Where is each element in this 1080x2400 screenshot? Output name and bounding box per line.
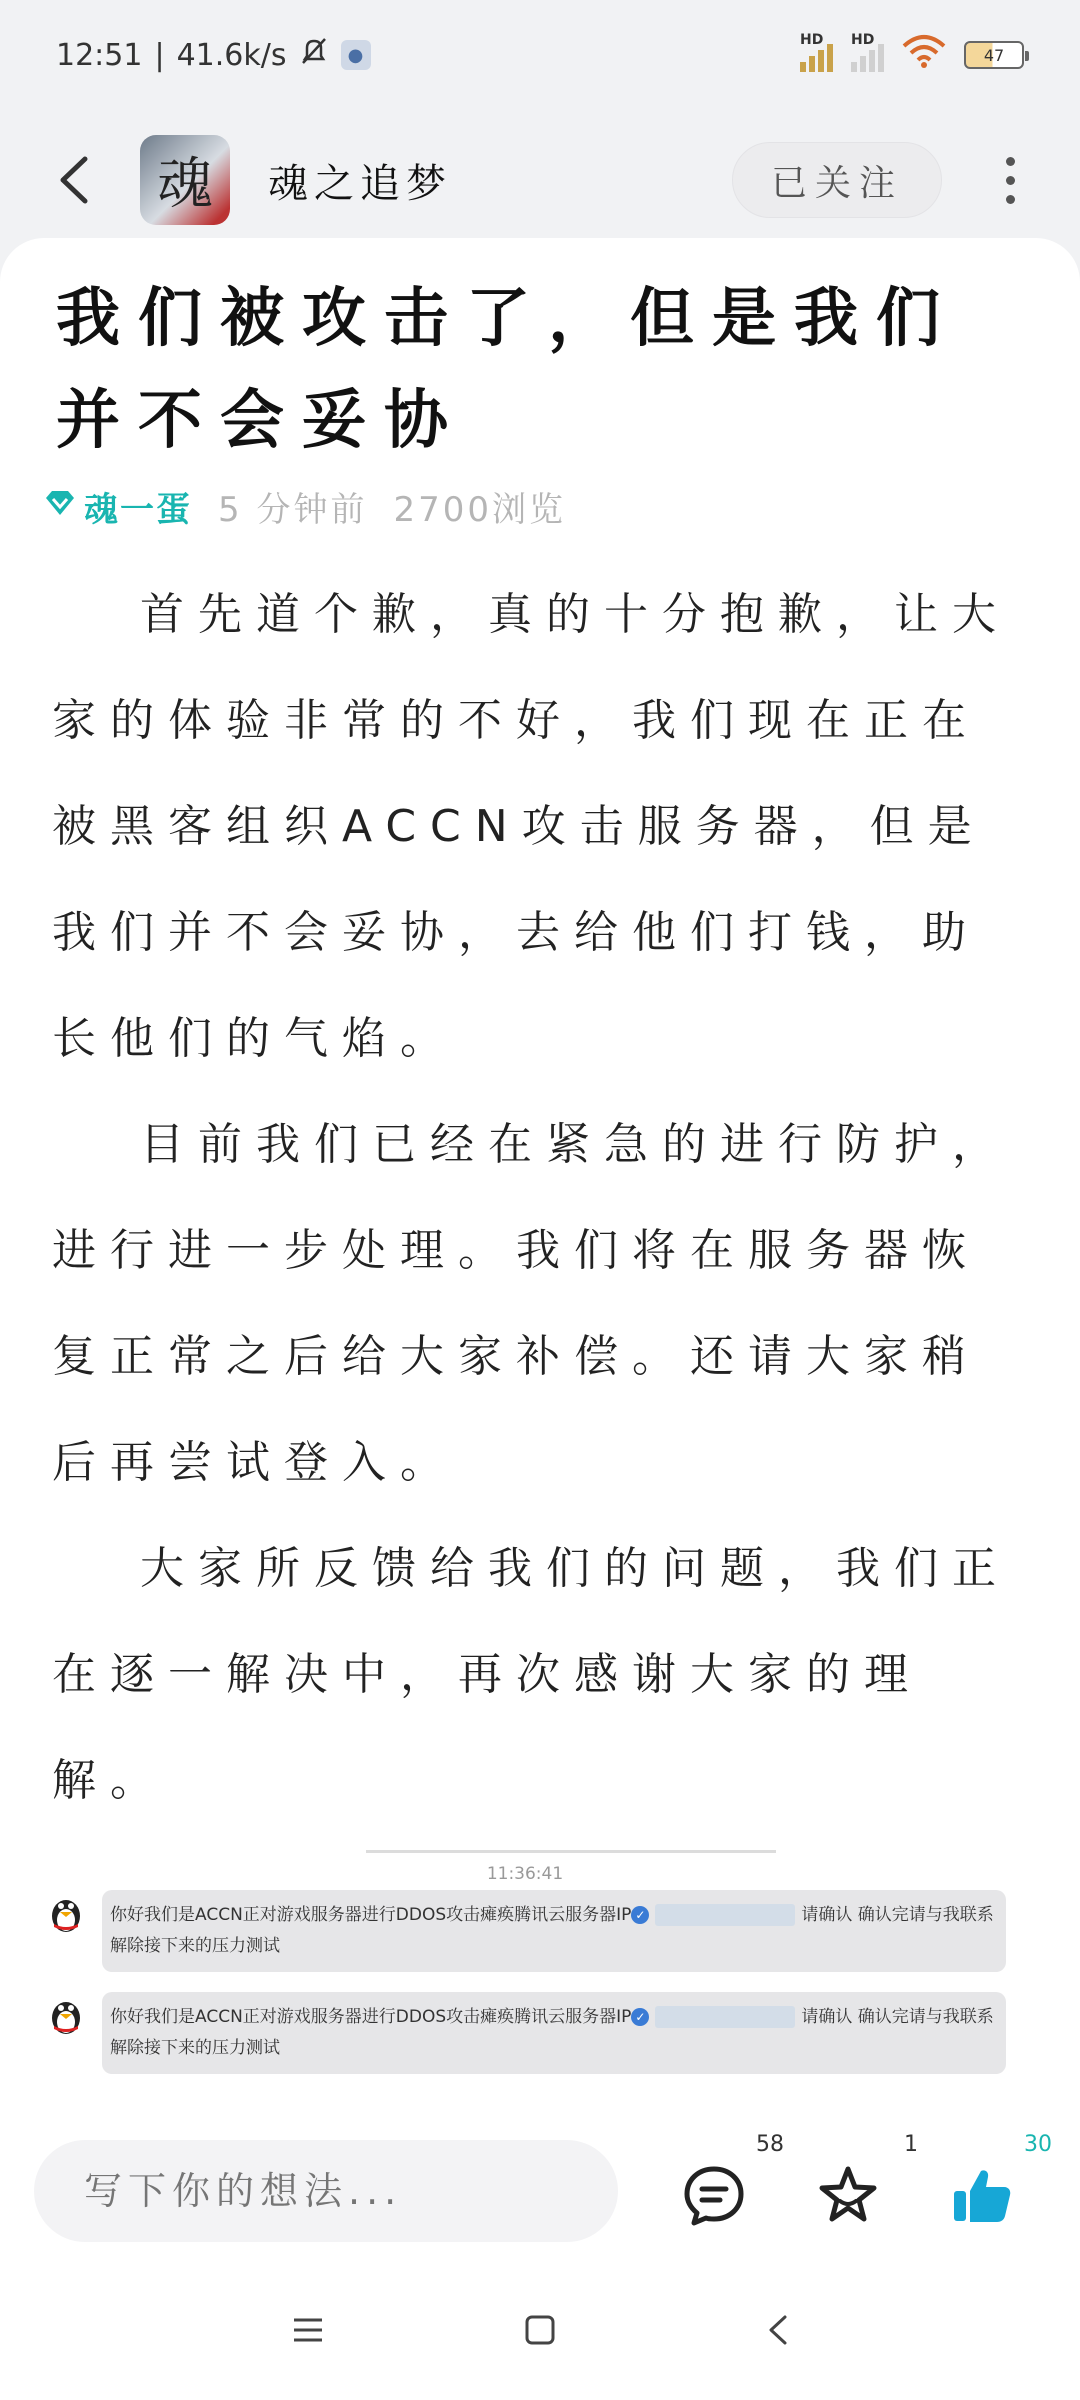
more-options-button[interactable] [980, 142, 1040, 218]
system-back-button[interactable] [748, 2300, 808, 2360]
comment-icon [681, 2163, 747, 2229]
status-time: 12:51 [56, 37, 143, 73]
menu-button[interactable] [278, 2300, 338, 2360]
system-nav-bar [0, 2260, 1080, 2400]
qq-penguin-icon [46, 1890, 86, 1934]
chat-timestamp: 11:36:41 [486, 1864, 564, 1884]
channel-name[interactable]: 魂之追梦 [268, 160, 452, 207]
signal-2-icon: HD [851, 38, 884, 72]
status-right [800, 34, 1024, 76]
battery-icon: 47 [964, 41, 1024, 69]
home-button[interactable] [510, 2300, 570, 2360]
status-left [56, 36, 371, 74]
back-button[interactable] [40, 145, 110, 215]
favorite-count: 1 [904, 2132, 918, 2157]
post-title: 我们被攻击了，但是我们并不会妥协 [56, 282, 958, 458]
post-paragraph: 目前我们已经在紧急的进行防护，进行进一步处理。我们将在服务器恢复正常之后给大家补偿。还请大家稍后再尝试登入。 [52, 1119, 1010, 1488]
follow-button[interactable]: 已关注 [732, 142, 942, 218]
like-count: 30 [1024, 2132, 1052, 2157]
chat-text: 请确认 确认完请与我联系解除接下来的压力测试 [110, 2007, 994, 2058]
status-bar [0, 0, 1080, 110]
diamond-icon [44, 489, 76, 525]
embedded-chat-screenshot[interactable] [44, 1850, 1006, 2110]
comment-input[interactable] [34, 2140, 618, 2242]
chat-message [44, 1890, 1006, 1974]
bottom-action-bar [0, 2110, 1080, 2260]
channel-avatar[interactable] [140, 135, 230, 225]
star-icon [815, 2163, 881, 2229]
post-paragraph: 首先道个歉，真的十分抱歉，让大家的体验非常的不好，我们现在正在被黑客组织ACCN攻击服务器，但是我们并不会妥协，去给他们打钱，助长他们的气焰。 [52, 589, 1010, 1064]
post-views: 2700浏览 [393, 490, 566, 530]
chat-text: 你好我们是ACCN正对游戏服务器进行DDOS攻击瘫痪腾讯云服务器IP [110, 1905, 632, 1925]
comment-count: 58 [756, 2132, 784, 2157]
chat-bubble [102, 1890, 1006, 1972]
thumbs-up-icon [949, 2163, 1015, 2229]
avatar-glyph: 魂 [157, 152, 213, 217]
post-body [52, 562, 1036, 1834]
header [0, 110, 1080, 250]
favorite-button[interactable] [808, 2132, 918, 2236]
post-time: 5 分钟前 [218, 490, 368, 530]
home-square-icon [524, 2314, 556, 2346]
app-notification-icon: ● [341, 40, 371, 70]
comment-button[interactable] [674, 2132, 784, 2236]
chat-message [44, 1992, 1006, 2076]
post-author[interactable]: 魂一蛋 [84, 490, 192, 530]
chat-text: 请确认 确认完请与我联系解除接下来的压力测试 [110, 1905, 994, 1956]
chat-text: 你好我们是ACCN正对游戏服务器进行DDOS攻击瘫痪腾讯云服务器IP [110, 2007, 632, 2027]
redacted-block [655, 1904, 795, 1926]
more-vertical-icon [1006, 157, 1015, 166]
post-paragraph: 大家所反馈给我们的问题，我们正在逐一解决中，再次感谢大家的理解。 [52, 1543, 1010, 1806]
mute-icon [299, 36, 329, 74]
redacted-block [655, 2006, 795, 2028]
chat-bubble [102, 1992, 1006, 2074]
shield-icon: ✓ [631, 2008, 649, 2026]
signal-icon: HD [800, 38, 833, 72]
qq-penguin-icon [46, 1992, 86, 2036]
post-meta [44, 482, 566, 531]
status-network-speed: 41.6k/s [176, 37, 287, 73]
back-triangle-icon [766, 2314, 790, 2346]
chevron-left-icon [55, 155, 95, 205]
menu-icon [292, 2316, 324, 2344]
shield-icon: ✓ [631, 1906, 649, 1924]
status-divider: | [154, 37, 165, 73]
wifi-icon [902, 34, 946, 76]
like-button[interactable] [942, 2132, 1052, 2236]
post-card [0, 238, 1080, 2110]
divider [366, 1850, 776, 1853]
